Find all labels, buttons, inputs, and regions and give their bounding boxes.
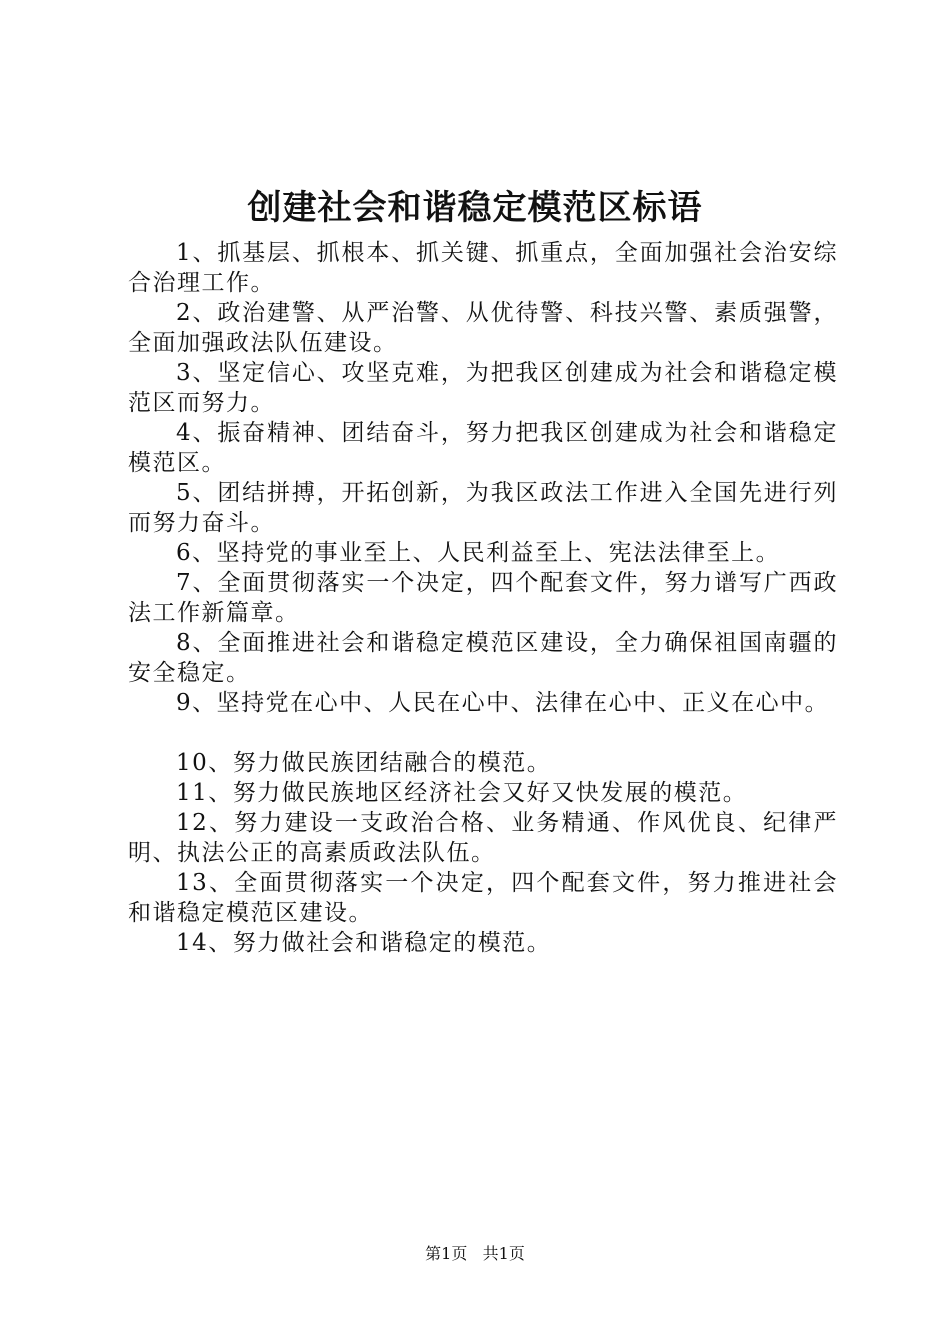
slogan-item: 9、坚持党在心中、人民在心中、法律在心中、正义在心中。 (176, 690, 830, 716)
document-title: 创建社会和谐稳定模范区标语 (247, 188, 703, 228)
page-number: 第1页 (425, 1244, 468, 1263)
page-total: 共1页 (482, 1244, 525, 1263)
slogan-item: 1、抓基层、抓根本、抓关键、抓重点，全面加强社会治安综合治理工作。 (128, 240, 838, 296)
slogan-item: 4、振奋精神、团结奋斗，努力把我区创建成为社会和谐稳定模范区。 (128, 420, 838, 476)
slogan-item: 12、努力建设一支政治合格、业务精通、作风优良、纪律严明、执法公正的高素质政法队伍。 (128, 810, 838, 866)
slogan-item: 5、团结拼搏，开拓创新，为我区政法工作进入全国先进行列而努力奋斗。 (128, 480, 838, 536)
slogan-list (128, 238, 838, 958)
page-footer (0, 1242, 950, 1266)
slogan-item: 7、全面贯彻落实一个决定，四个配套文件，努力谱写广西政法工作新篇章。 (128, 570, 838, 626)
slogan-item: 8、全面推进社会和谐稳定模范区建设，全力确保祖国南疆的安全稳定。 (128, 630, 838, 686)
slogan-item: 14、努力做社会和谐稳定的模范。 (176, 930, 552, 956)
slogan-item: 11、努力做民族地区经济社会又好又快发展的模范。 (176, 780, 748, 806)
slogan-item: 3、坚定信心、攻坚克难，为把我区创建成为社会和谐稳定模范区而努力。 (128, 360, 838, 416)
slogan-item: 6、坚持党的事业至上、人民利益至上、宪法法律至上。 (176, 540, 781, 566)
slogan-item: 13、全面贯彻落实一个决定，四个配套文件，努力推进社会和谐稳定模范区建设。 (128, 870, 838, 926)
slogan-item: 10、努力做民族团结融合的模范。 (176, 750, 552, 776)
slogan-item: 2、政治建警、从严治警、从优待警、科技兴警、素质强警，全面加强政法队伍建设。 (128, 300, 838, 356)
